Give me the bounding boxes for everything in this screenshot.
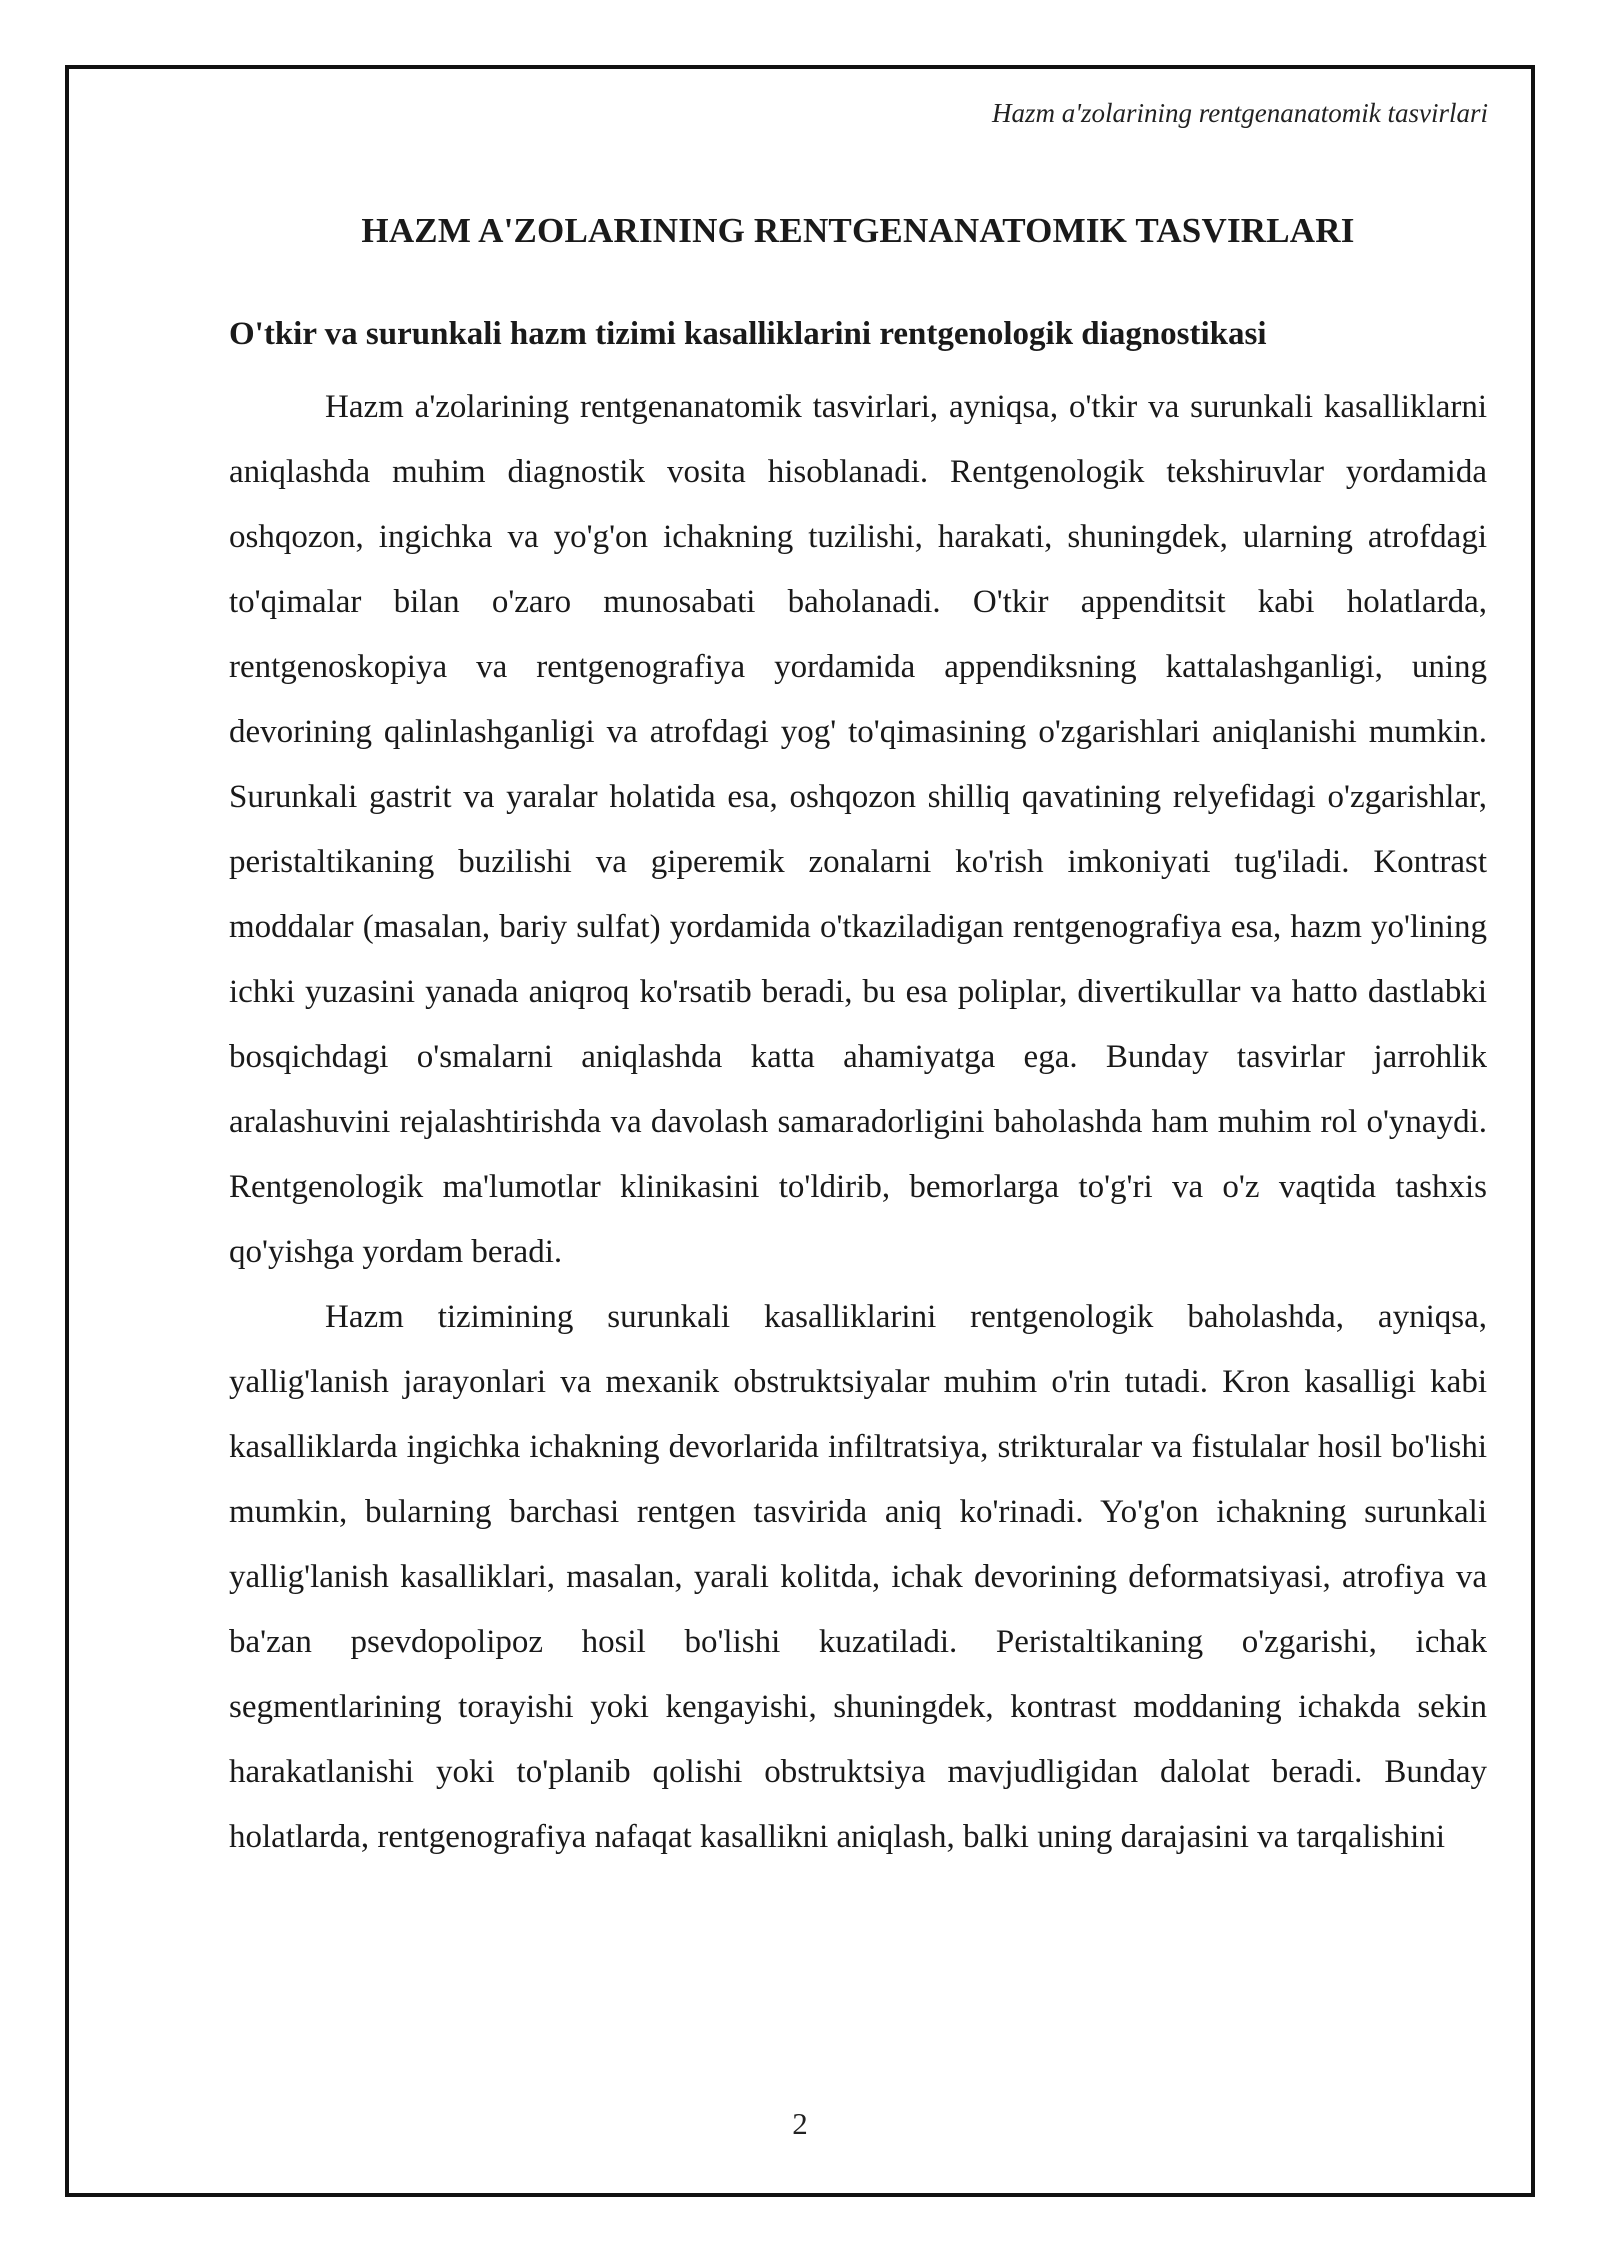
paragraph-2: Hazm tizimining surunkali kasalliklarini rentgenologik baholashda, ayniqsa, yallig'lanish jarayonlari va mexanik obstruktsiyalar muhim o'rin tutadi. Kron kasalligi kabi kasalliklarda ingichka ichakning devorlarida infiltratsiya, strikturalar va fistulalar hosil bo'lishi mumkin, bularning barchasi rentgen tasvirida aniq ko'rinadi. Yo'g'on ichakning surunkali yallig'lanish kasalliklari, masalan, yarali kolitda, ichak devorining deformatsiyasi, atrofiya va ba'zan psevdopolipoz hosil bo'lishi kuzatiladi. Peristaltikaning o'zgarishi, ichak segmentlarining torayishi yoki kengayishi, shuningdek, kontrast moddaning ichakda sekin harakatlanishi yoki to'planib qolishi obstruktsiya mavjudligidan dalolat beradi. Bunday holatlarda, rentgenografiya nafaqat kasallikni aniqlash, balki uning darajasini va tarqalishini — [229, 1299, 1487, 1856]
section-heading: O'tkir va surunkali hazm tizimi kasalliklarini rentgenologik diagnostikasi — [229, 316, 1267, 352]
paragraph-1: Hazm a'zolarining rentgenanatomik tasvirlari, ayniqsa, o'tkir va surunkali kasalliklarni aniqlashda muhim diagnostik vosita hisoblanadi. Rentgenologik tekshiruvlar yordamida oshqozon, ingichka va yo'g'on ichakning tuzilishi, harakati, shuningdek, ularning atrofdagi to'qimalar bilan o'zaro munosabati baholanadi. O'tkir appenditsit kabi holatlarda, rentgenoskopiya va rentgenografiya yordamida appendiksning kattalashganligi, uning devorining qalinlashganligi va atrofdagi yog' to'qimasining o'zgarishlari aniqlanishi mumkin. Surunkali gastrit va yaralar holatida esa, oshqozon shilliq qavatining relyefidagi o'zgarishlar, peristaltikaning buzilishi va giperemik zonalarni ko'rish imkoniyati tug'iladi. Kontrast moddalar (masalan, bariy sulfat) yordamida o'tkaziladigan rentgenografiya esa, hazm yo'lining ichki yuzasini yanada aniqroq ko'rsatib beradi, bu esa poliplar, divertikullar va hatto dastlabki bosqichdagi o'smalarni aniqlashda katta ahamiyatga ega. Bunday tasvirlar jarrohlik aralashuvini rejalashtirishda va davolash samaradorligini baholashda ham muhim rol o'ynaydi. Rentgenologik ma'lumotlar klinikasini to'ldirib, bemorlarga to'g'ri va o'z vaqtida tashxis qo'yishga yordam beradi. — [229, 389, 1487, 1271]
document-title: HAZM A'ZOLARINING RENTGENANATOMIK TASVIRLARI — [361, 211, 1355, 250]
document-body — [229, 210, 1487, 1870]
page-number: 2 — [792, 2106, 808, 2141]
running-header: Hazm a'zolarining rentgenanatomik tasvirlari — [991, 98, 1488, 128]
